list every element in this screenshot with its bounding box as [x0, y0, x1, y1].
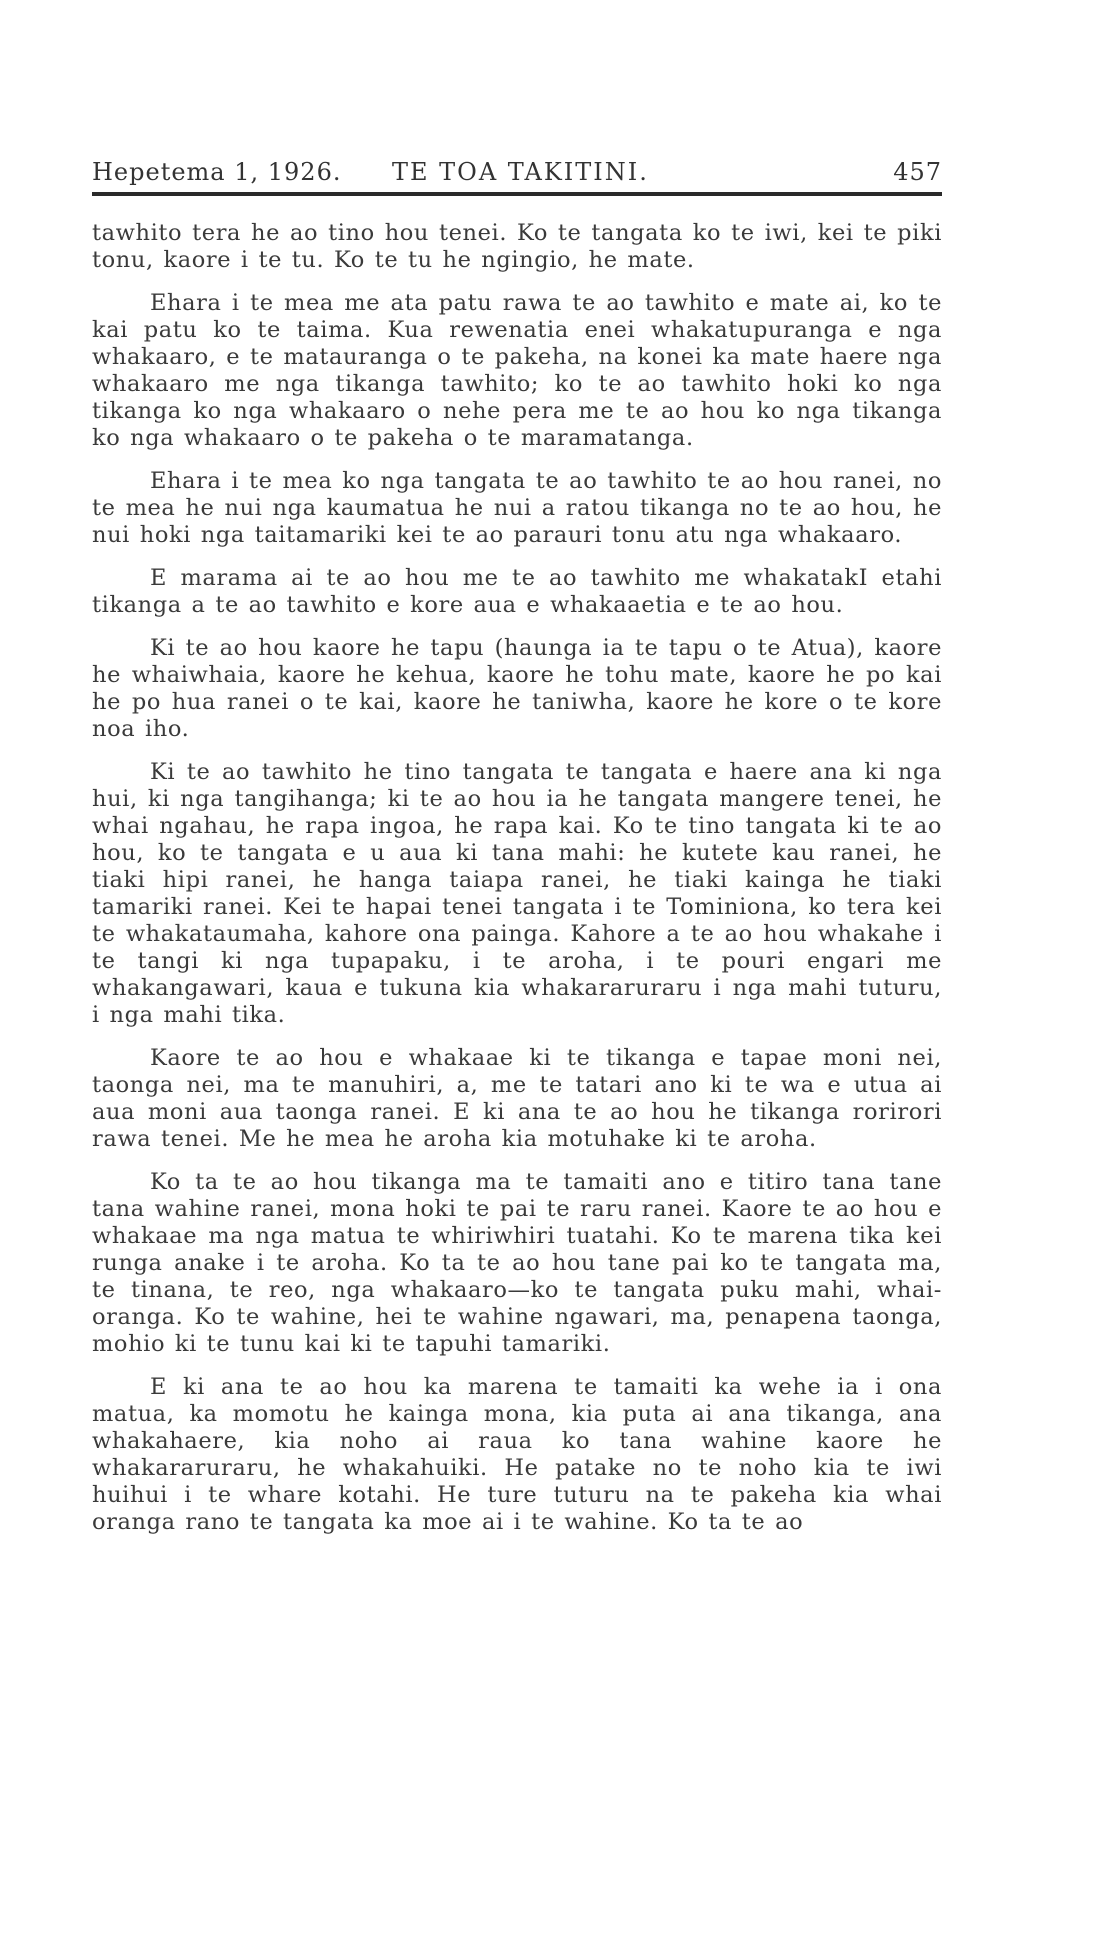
journal-title: TE TOA TAKITINI.	[392, 158, 649, 186]
document-page	[92, 150, 942, 1552]
running-header	[92, 150, 942, 192]
paragraph: tawhito tera he ao tino hou tenei. Ko te tangata ko te iwi, kei te piki tonu, kaore i te tu. Ko te tu he ngingio, he mate.	[92, 220, 942, 273]
paragraph: E marama ai te ao hou me te ao tawhito me whakatakI etahi tikanga a te ao tawhito e kore aua e whakaaetia e te ao hou.	[92, 565, 942, 618]
header-rule	[92, 192, 942, 196]
page-number: 457	[893, 158, 942, 186]
paragraph: E ki ana te ao hou ka marena te tamaiti ka wehe ia i ona matua, ka momotu he kainga mona, kia puta ai ana tikanga, ana whakahaere, kia noho ai raua ko tana wahine kaore he whakararuraru, he whakahuiki. He patake no te noho kia te iwi huihui i te whare kotahi. He ture tuturu na te pakeha kia whai oranga rano te tangata ka moe ai i te wahine. Ko ta te ao	[92, 1374, 942, 1535]
paragraph: Ki te ao tawhito he tino tangata te tangata e haere ana ki nga hui, ki nga tangihanga; ki te ao hou ia he tangata mangere tenei, he whai ngahau, he rapa ingoa, he rapa kai. Ko te tino tangata ki te ao hou, ko te tangata e u aua ki tana mahi: he kutete kau ranei, he tiaki hipi ranei, he hanga taiapa ranei, he tiaki kainga he tiaki tamariki ranei. Kei te hapai tenei tangata i te Tominiona, ko tera kei te whakataumaha, kahore ona painga. Kahore a te ao hou whakahe i te tangi ki nga tupapaku, i te aroha, i te pouri engari me whakangawari, kaua e tukuna kia whakararuraru i nga mahi tuturu, i nga mahi tika.	[92, 759, 942, 1028]
article-body	[92, 220, 942, 1536]
paragraph: Ko ta te ao hou tikanga ma te tamaiti ano e titiro tana tane tana wahine ranei, mona hoki te pai te raru ranei. Kaore te ao hou e whakaae ma nga matua te whiriwhiri tuatahi. Ko te marena tika kei runga anake i te aroha. Ko ta te ao hou tane pai ko te tangata ma, te tinana, te reo, nga whakaaro—ko te tangata puku mahi, whai-oranga. Ko te wahine, hei te wahine ngawari, ma, penapena taonga, mohio ki te tunu kai ki te tapuhi tamariki.	[92, 1169, 942, 1357]
paragraph: Ehara i te mea me ata patu rawa te ao tawhito e mate ai, ko te kai patu ko te taima. Kua rewenatia enei whakatupuranga e nga whakaaro, e te matauranga o te pakeha, na konei ka mate haere nga whakaaro me nga tikanga tawhito; ko te ao tawhito hoki ko nga tikanga ko nga whakaaro o nehe pera me te ao hou ko nga tikanga ko nga whakaaro o te pakeha o te maramatanga.	[92, 290, 942, 451]
header-date: Hepetema 1, 1926.	[92, 158, 342, 186]
paragraph: Kaore te ao hou e whakaae ki te tikanga e tapae moni nei, taonga nei, ma te manuhiri, a, me te tatari ano ki te wa e utua ai aua moni aua taonga ranei. E ki ana te ao hou he tikanga rorirori rawa tenei. Me he mea he aroha kia motuhake ki te aroha.	[92, 1045, 942, 1152]
paragraph: Ki te ao hou kaore he tapu (haunga ia te tapu o te Atua), kaore he whaiwhaia, kaore he kehua, kaore he tohu mate, kaore he po kai he po hua ranei o te kai, kaore he taniwha, kaore he kore o te kore noa iho.	[92, 635, 942, 742]
paragraph: Ehara i te mea ko nga tangata te ao tawhito te ao hou ranei, no te mea he nui nga kaumatua he nui a ratou tikanga no te ao hou, he nui hoki nga taitamariki kei te ao parauri tonu atu nga whakaaro.	[92, 468, 942, 548]
